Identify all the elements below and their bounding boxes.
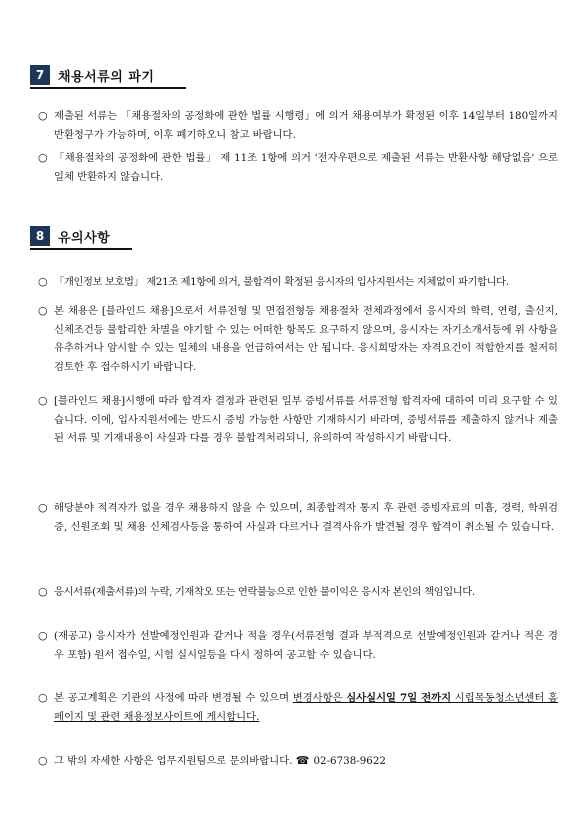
section-8-header [30,226,110,246]
item-text: 해당분야 적격자가 없을 경우 채용하지 않을 수 있으며, 최종합격자 통지 후 관련 증빙자료의 미흡, 경력, 학위검증, 신원조회 및 채용 신체검사등을 통하여 사실과 다르거나 결격사유가 발견될 경우 합격이 취소될 수 있습니다. [54,502,558,533]
item-text: 「채용절차의 공정화에 관한 법률」 제 11조 1항에 의거 '전자우편으로 제출된 서류는 반환사항 해당없음' 으로 일체 반환하지 않습니다. [54,152,558,183]
section-8-title: 유의사항 [58,230,111,246]
section-7-header [30,65,154,85]
contact-text: 그 밖의 자세한 사항은 업무지원팀으로 문의바랍니다. [54,755,293,767]
bullet-circle-icon: ○ [38,109,48,122]
item-text-plain: 본 공고계획은 기관의 사정에 따라 변경될 수 있으며 [54,692,293,704]
bullet-circle-icon: ○ [38,394,48,407]
bullet-circle-icon: ○ [38,585,48,598]
section-8-item-3 [38,392,558,448]
section-8-item-1 [38,273,558,292]
item-text: [블라인드 채용]시행에 따라 합격자 결정과 관련된 일부 증빙서류를 서류전형 합격자에 대하여 미리 요구할 수 있습니다. 이에, 입사지원서에는 반드시 증빙 가능한 사항만 기재하시기 바라며, 증빙서류를 제출하지 않거나 제출된 서류 및 기재내용이 사실과 다를 경우 불합격처리되니, 유의하여 작성하시기 바랍니다. [54,395,558,444]
item-text: 본 채용은 [블라인드 채용]으로서 서류전형 및 면접전형등 채용절차 전체과정에서 응시자의 학력, 연령, 출신지, 신체조건등 불합리한 차별을 야기할 수 있는 어떠한 항목도 요구하지 않으며, 응시자는 자기소개서등에 위 사항을 유추하거나 암시할 수 있는 일체의 내용을 언급하여서는 안 됩니다. 응시희망자는 자격요건이 적합한지를 철저히 검토한 후 접수하시기 바랍니다. [54,305,558,373]
bullet-circle-icon: ○ [38,275,48,288]
underlined-text: 변경사항은 [292,692,347,704]
telephone-icon: ☎ [295,754,310,767]
bullet-circle-icon: ○ [38,691,48,704]
section-8-item-2 [38,302,558,376]
section-8-item-8 [38,752,558,771]
item-text: (재공고) 응시자가 선발예정인원과 같거나 적을 경우(서류전형 결과 부적격으로 선발예정인원과 같거나 적은 경우 포함) 원서 접수일, 시험 실시일등을 다시 정하여 공고할 수 있습니다. [54,630,558,661]
section-7-underline [30,87,186,89]
item-text [54,689,558,726]
underlined-bold-deadline: 심사실시일 7일 전까지 [346,692,452,704]
section-8-item-5 [38,583,558,602]
bullet-circle-icon: ○ [38,304,48,317]
bullet-circle-icon: ○ [38,501,48,514]
underlined-text-website: 시립목동청소년센터 홈페이지 및 관련 채용정보사이트에 게시합니다. [54,692,559,723]
section-7-title: 채용서류의 파기 [58,69,155,85]
item-text [54,752,558,771]
section-8-underline [30,248,132,250]
section-7-item-2 [38,149,558,186]
bullet-circle-icon: ○ [38,151,48,164]
section-8-item-7 [38,689,558,726]
section-8-item-6 [38,627,558,664]
section-8-item-4 [38,499,558,536]
item-text: 「개인정보 보호법」 제21조 제1항에 의거, 불합격이 확정된 응시자의 입사지원서는 지체없이 파기합니다. [54,276,509,288]
phone-number: 02-6738-9622 [313,755,386,767]
item-text: 제출된 서류는 「채용절차의 공정화에 관한 법률 시행령」에 의거 채용여부가 확정된 이후 14일부터 180일까지 반환청구가 가능하며, 이후 폐기하오니 참고 바랍니다. [54,110,558,141]
section-7-item-1 [38,107,558,144]
section-7-number: 7 [30,65,50,85]
item-text: 응시서류(제출서류)의 누락, 기재착오 또는 연락불능으로 인한 불이익은 응시자 본인의 책임입니다. [54,586,475,598]
bullet-circle-icon: ○ [38,754,48,767]
section-8-number: 8 [30,226,50,246]
bullet-circle-icon: ○ [38,629,48,642]
